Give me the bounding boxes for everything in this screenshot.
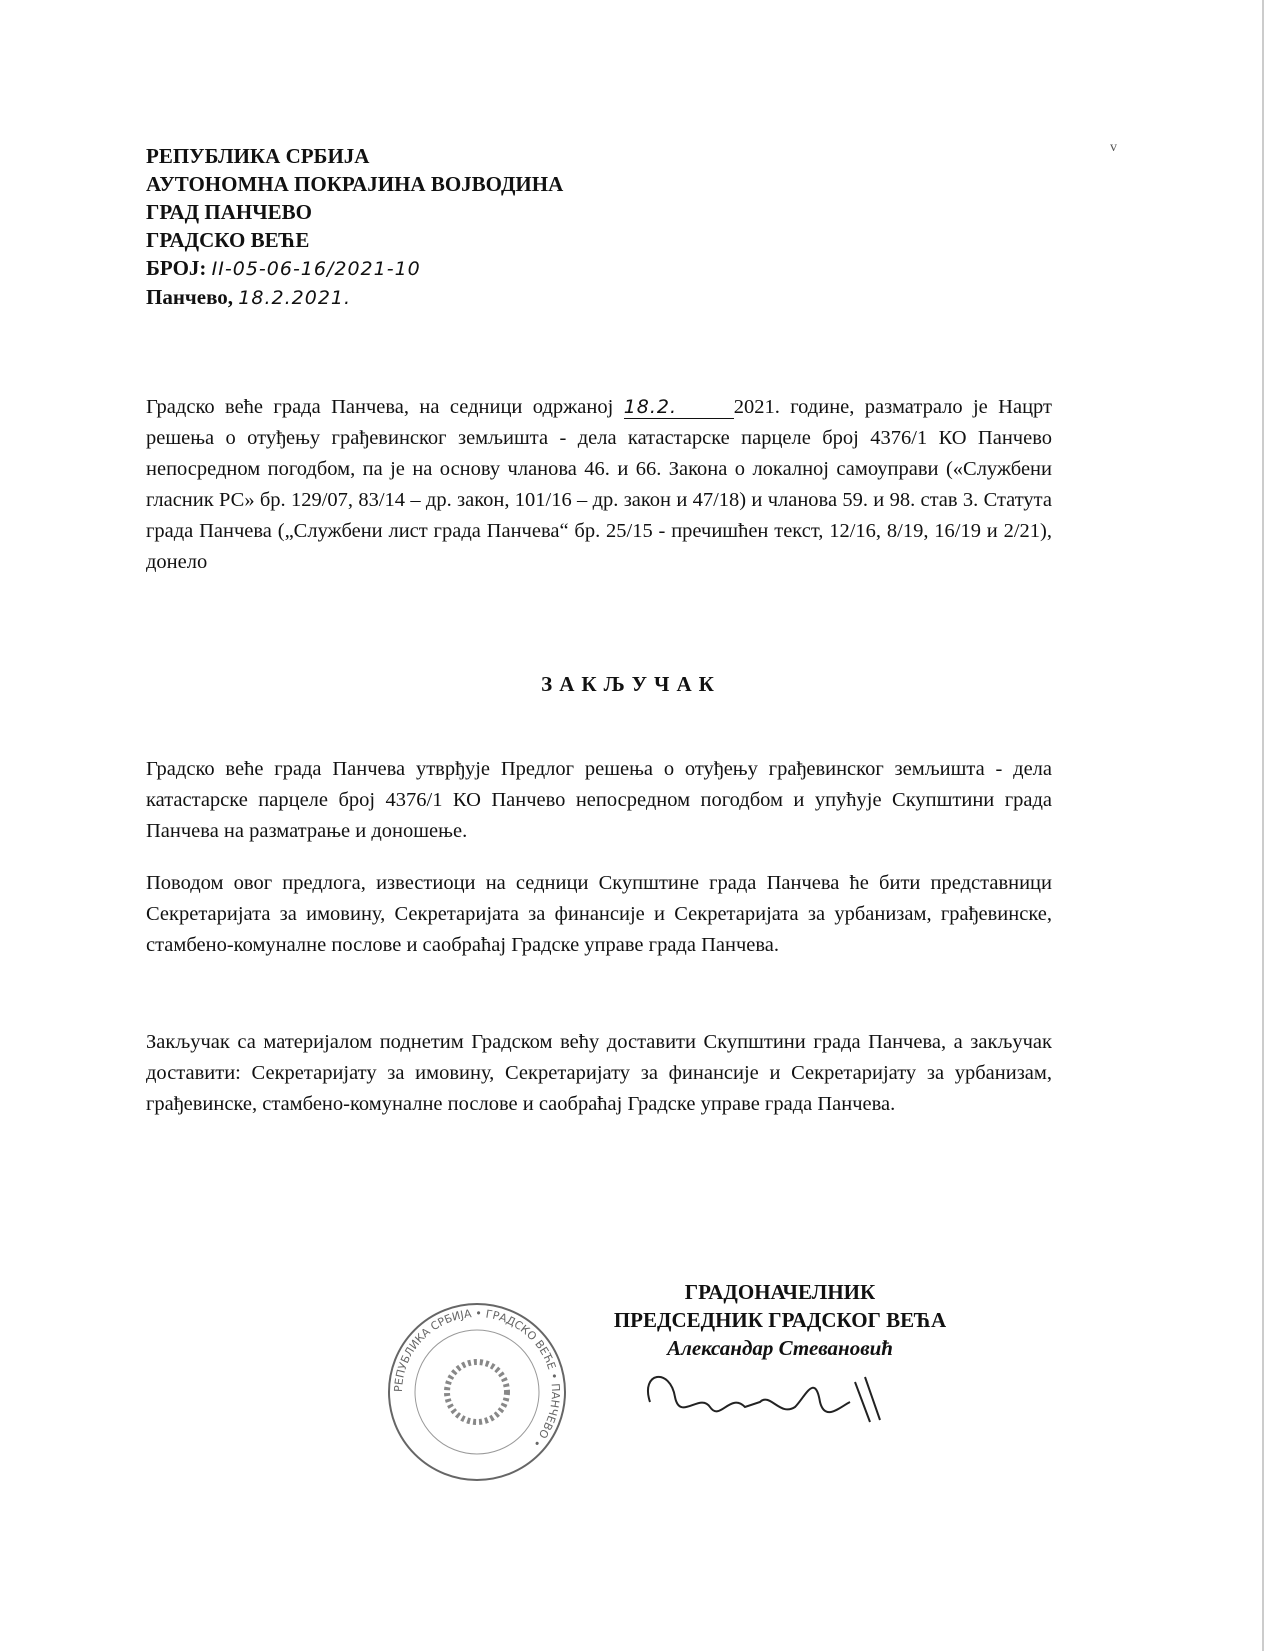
place-label: Панчево,	[146, 285, 234, 309]
date-handwritten: 18.2.2021.	[238, 287, 352, 309]
paragraph-1: Градско веће града Панчева утврђује Предлог решења о отуђењу грађевинског земљишта - дела катастарске парцеле број 4376/1 КО Панчево непосредном погодбом и упућује Скупштини града Панчева на разматрање и доношење.	[146, 758, 1052, 842]
intro-text-2: 2021. године, разматрало је Нацрт решења о отуђењу грађевинског земљишта - дела катастарске парцеле број 4376/1 КО Панчево непосредном погодбом, па је на основу чланова 46. и 66. Закона о локалној самоуправи («Службени гласник РС» бр. 129/07, 83/14 – др. закон, 101/16 – др. закон и 47/18) и чланова 59. и 98. став 3. Статута града Панчева („Службени лист града Панчева“ бр. 25/15 - пречишћен текст, 12/16, 8/19, 16/19 и 2/21), донело	[146, 396, 1052, 573]
number-handwritten: II-05-06-16/2021-10	[211, 258, 421, 280]
number-label: БРОЈ:	[146, 256, 207, 280]
svg-text:РЕПУБЛИКА СРБИЈА • ГРАДСКО ВЕЋ: РЕПУБЛИКА СРБИЈА • ГРАДСКО ВЕЋЕ • ПАНЧЕВО •	[391, 1306, 563, 1450]
document-title: ЗАКЉУЧАК	[541, 672, 721, 696]
signature-title-mayor: ГРАДОНАЧЕЛНИК	[684, 1280, 876, 1304]
header-number	[146, 254, 563, 283]
session-date-handwritten: 18.2.	[624, 396, 734, 419]
header-council: ГРАДСКО ВЕЋЕ	[146, 228, 310, 252]
corner-mark: v	[1110, 140, 1117, 155]
intro-paragraph	[146, 392, 1052, 578]
header-country: РЕПУБЛИКА СРБИЈА	[146, 144, 370, 168]
signature-block	[590, 1278, 970, 1439]
signatory-name: Александар Стевановић	[667, 1336, 893, 1360]
paragraph-3: Закључак са материјалом поднетим Градском већу доставити Скупштини града Панчева, а закључак доставити: Секретаријату за имовину, Секретаријату за финансије и Секретаријату за урбанизам, грађевинске, стамбено-комуналне послове и саобраћај Градске управе града Панчева.	[146, 1031, 1052, 1115]
header-province: АУТОНОМНА ПОКРАЈИНА ВОЈВОДИНА	[146, 172, 564, 196]
header-city: ГРАД ПАНЧЕВО	[146, 200, 312, 224]
letterhead	[146, 142, 563, 312]
paragraph-2: Поводом овог предлога, известиоци на седници Скупштине града Панчева ће бити представници Секретаријата за имовину, Секретаријата за финансије и Секретаријата за урбанизам, грађевинске, стамбено-комуналне послове и саобраћај Градске управе града Панчева.	[146, 872, 1052, 956]
intro-text-1: Градско веће града Панчева, на седници одржаној	[146, 396, 614, 418]
handwritten-signature-icon	[630, 1362, 930, 1432]
signature-title-president: ПРЕДСЕДНИК ГРАДСКОГ ВЕЋА	[613, 1308, 947, 1332]
official-stamp-icon	[385, 1300, 570, 1485]
header-place-date	[146, 283, 563, 312]
